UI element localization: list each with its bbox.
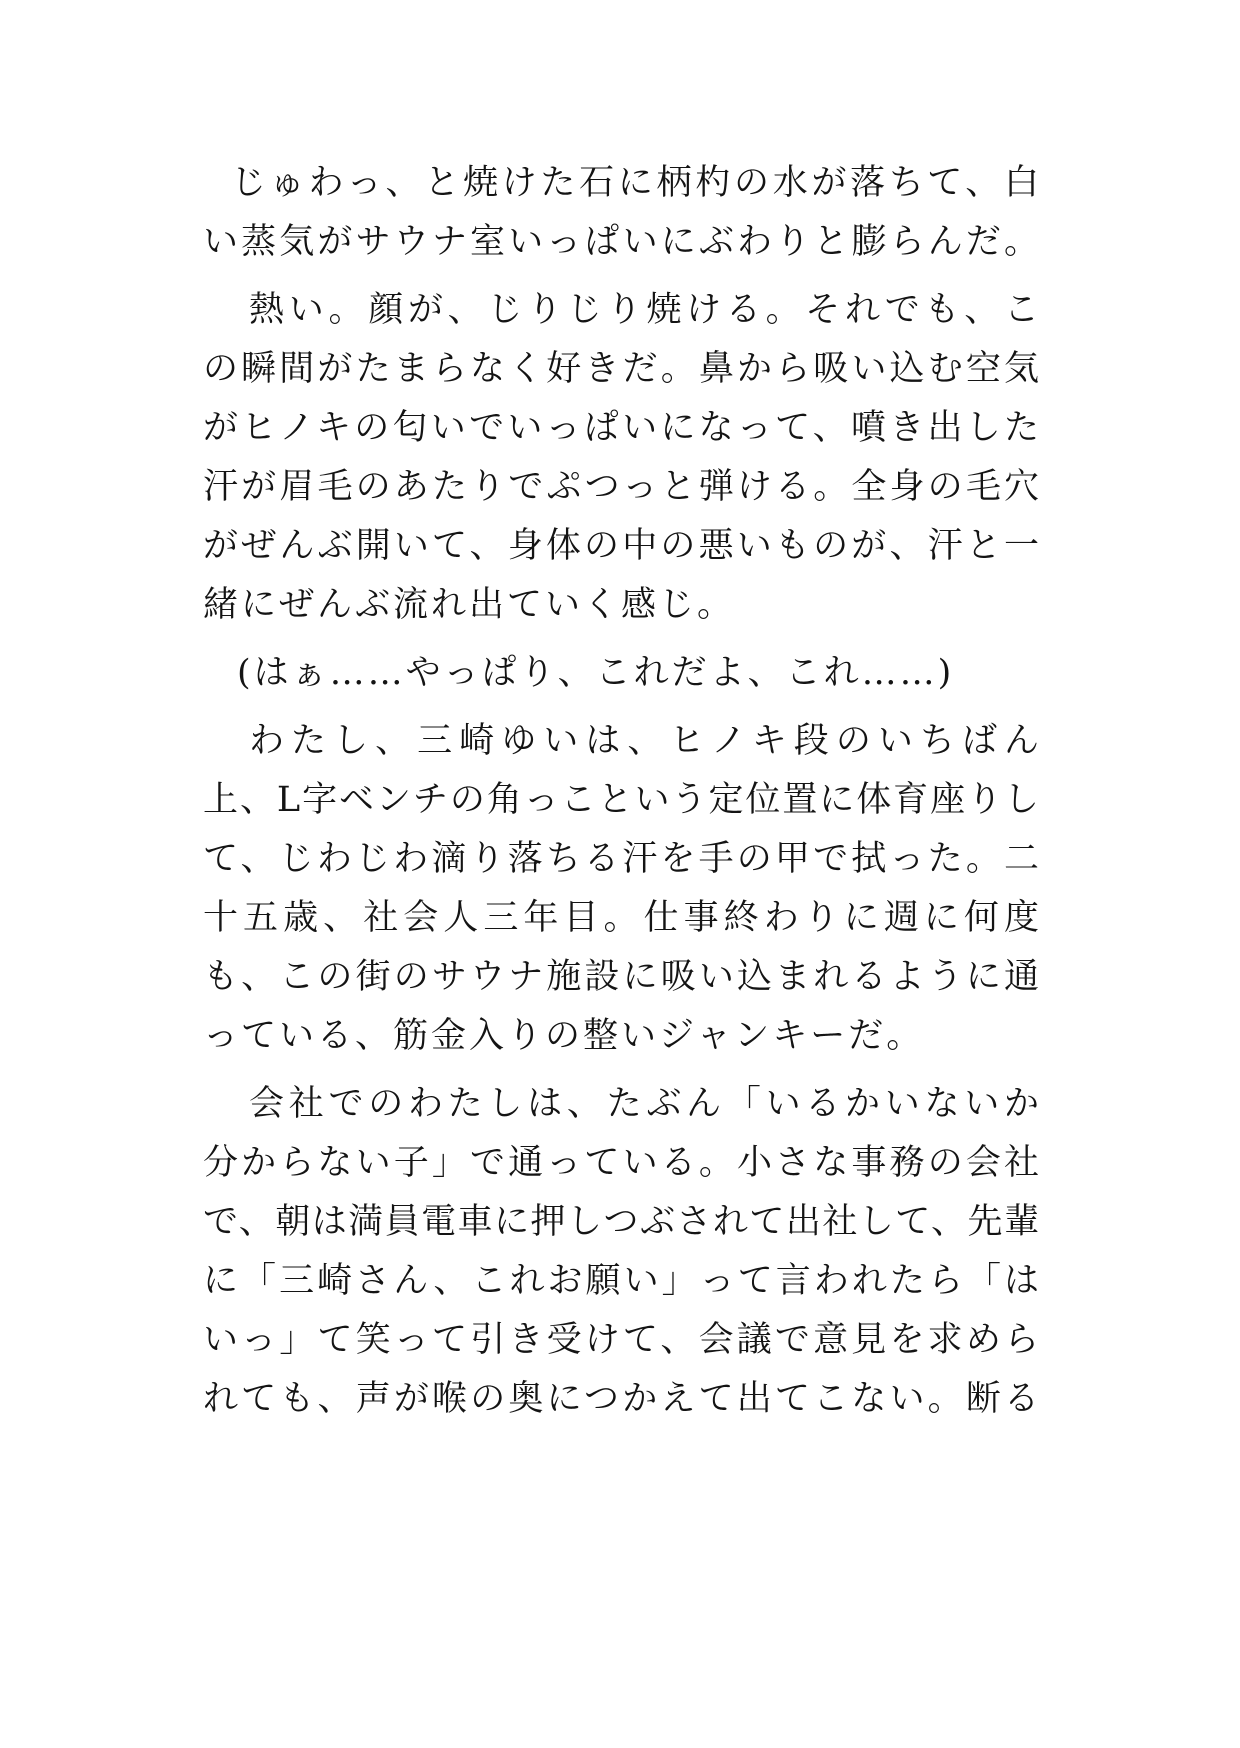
paragraph [203,644,1039,703]
text-line: いっ」て笑って引き受けて、会議で意見を求めら [203,1320,1039,1360]
text-line: れても、声が喉の奥につかえて出てこない。断る [203,1379,1039,1419]
paragraph [203,1075,1039,1429]
text-line: て、じわじわ滴り落ちる汗を手の甲で拭った。二 [203,839,1039,879]
text-line: の瞬間がたまらなく好きだ。鼻から吸い込む空気 [203,349,1039,389]
text-line: 十五歳、社会人三年目。仕事終わりに週に何度 [203,898,1039,938]
text-line: に「三崎さん、これお願い」って言われたら「は [203,1261,1039,1301]
text-line: で、朝は満員電車に押しつぶされて出社して、先輩 [203,1202,1039,1242]
paragraph [203,712,1039,1066]
text-line: 緒にぜんぶ流れ出ていく感じ。 [203,585,736,625]
text-line: 分からない子」で通っている。小さな事務の会社 [203,1143,1039,1183]
text-line: じゅわっ、と焼けた石に柄杓の水が落ちて、白 [231,163,1039,203]
text-line: い蒸気がサウナ室いっぱいにぶわりと膨らんだ。 [203,222,1039,262]
paragraph [203,154,1039,272]
text-line: がヒノキの匂いでいっぱいになって、噴き出した [203,408,1039,448]
text-line: 熱い。顔が、じりじり焼ける。それでも、こ [249,290,1039,330]
text-line: がぜんぶ開いて、身体の中の悪いものが、汗と一 [203,526,1039,566]
text-line: っている、筋金入りの整いジャンキーだ。 [203,1016,925,1056]
text-line: (はぁ……やっぱり、これだよ、これ……) [237,653,955,693]
text-line: 上、L字ベンチの角っこという定位置に体育座りし [203,780,1039,820]
body-text [203,154,1039,1429]
text-line: 汗が眉毛のあたりでぷつっと弾ける。全身の毛穴 [203,467,1039,507]
text-line: 会社でのわたしは、たぶん「いるかいないか [249,1084,1039,1124]
text-line: わたし、三崎ゆいは、ヒノキ段のいちばん [249,721,1039,761]
text-line: も、この街のサウナ施設に吸い込まれるように通 [203,957,1039,997]
paragraph [203,281,1039,635]
